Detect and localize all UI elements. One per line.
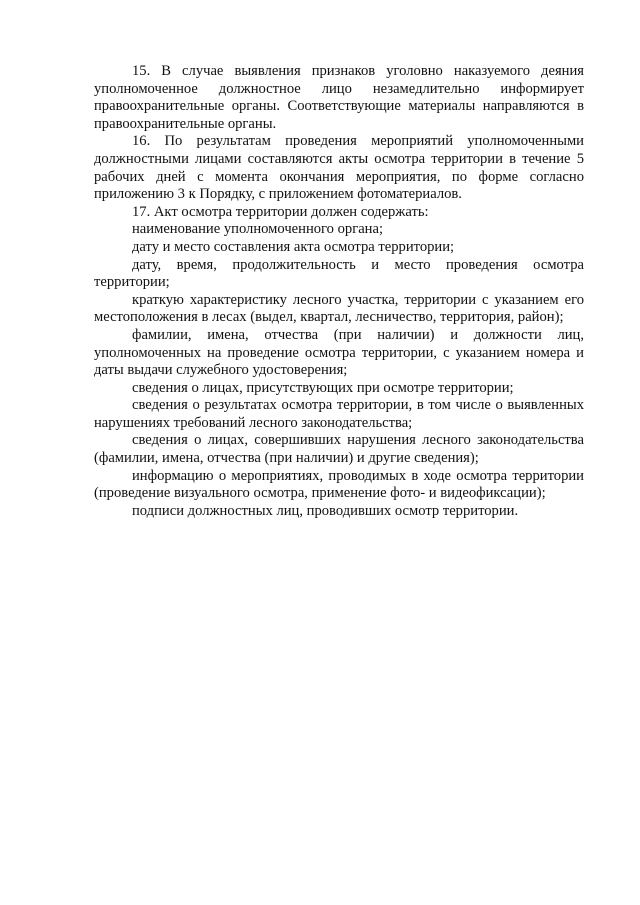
list-item-date-place: дату и место составления акта осмотра территории;	[132, 238, 455, 255]
list-item-plot-description: краткую характеристику лесного участка, территории с указанием его местоположения в лесах (выдел, квартал, лесничество, территория, район);	[94, 291, 584, 326]
list-item-officials: фамилии, имена, отчества (при наличии) и должности лиц, уполномоченных на проведение осмотра территории, с указанием номера и даты выдачи служебного удостоверения;	[94, 326, 584, 379]
list-item-signatures: подписи должностных лиц, проводивших осмотр территории.	[132, 502, 519, 519]
paragraph-15-criminal-signs: 15. В случае выявления признаков уголовно наказуемого деяния уполномоченное должностное лицо незамедлительно информирует правоохранительные органы. Соответствующие материалы направляются в правоохранительные органы.	[94, 63, 584, 132]
paragraph-16-inspection-acts: 16. По результатам проведения мероприятий уполномоченными должностными лицами составляются акты осмотра территории в течение 5 рабочих дней с момента окончания мероприятия, по форме согласно приложению 3 к Порядку, с приложением фотоматериалов.	[94, 133, 584, 203]
list-item-activities: информацию о мероприятиях, проводимых в ходе осмотра территории (проведение визуального осмотра, применение фото- и видеофиксации);	[94, 467, 584, 502]
list-item-present-persons: сведения о лицах, присутствующих при осмотре территории;	[132, 379, 514, 396]
list-item-date-time-duration: дату, время, продолжительность и место проведения осмотра территории;	[94, 256, 584, 291]
list-item-violators: сведения о лицах, совершивших нарушения лесного законодательства (фамилии, имена, отчества (при наличии) и другие сведения);	[94, 432, 584, 467]
list-item-authority-name: наименование уполномоченного органа;	[132, 221, 384, 238]
document-body	[94, 63, 584, 520]
paragraph-17-act-contents: 17. Акт осмотра территории должен содержать:	[132, 203, 429, 220]
list-item-inspection-results: сведения о результатах осмотра территории, в том числе о выявленных нарушениях требований лесного законодательства;	[94, 397, 584, 431]
